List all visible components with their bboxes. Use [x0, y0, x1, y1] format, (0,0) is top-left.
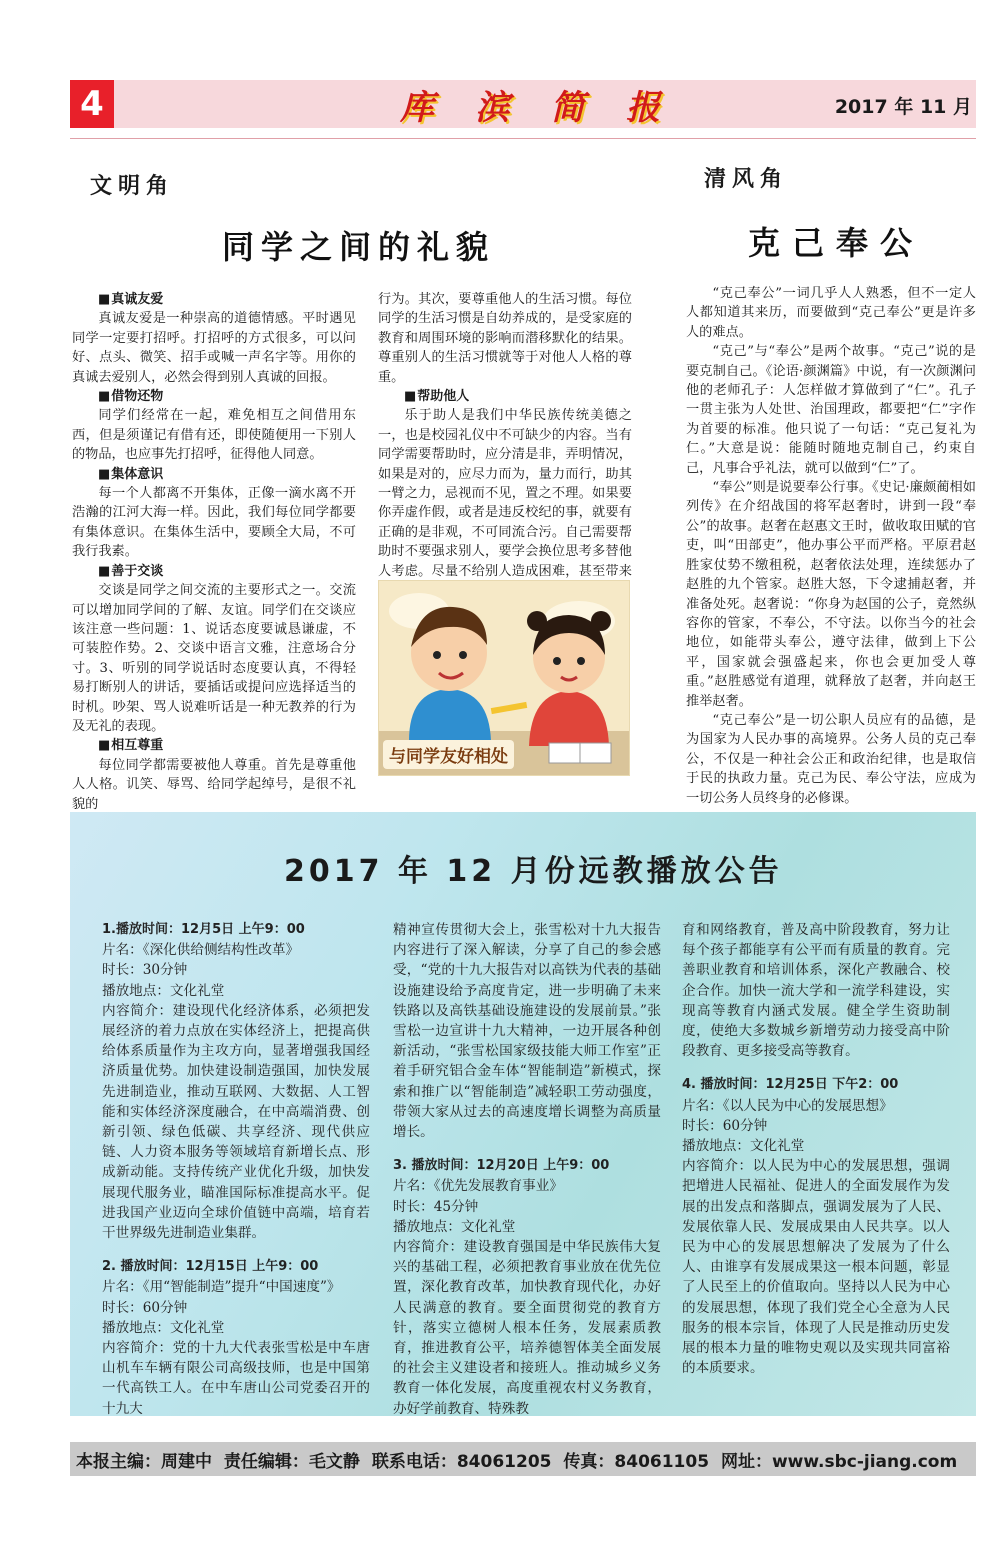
paragraph: “克己奉公”是一切公职人员应有的品德，是为国家为人民办事的高境界。公务人员的克己奉公，不仅是一种社会公正和政治纪律，也是取信于民的执政力量。克己为民、奉公守法，应成为一切公务人员终身的必修课。	[686, 712, 976, 806]
paragraph-continuation: 行为。其次，要尊重他人的生活习惯。每位同学的生活习惯是自幼养成的，是受家庭的教育和周围环境的影响而潜移默化的结果。尊重别人的生活习惯就等于对他人人格的尊重。	[378, 292, 632, 385]
notice-line: 时长：60分钟	[102, 1299, 188, 1316]
notice-line: 内容简介：建设现代化经济体系，必须把发展经济的着力点放在实体经济上，把提高供给体系质量作为主攻方向，显著增强我国经济质量优势。加快建设制造强国，加快发展先进制造业，推动互联网、大数据、人工智能和实体经济深度融合，在中高端消费、创新引领、绿色低碳、共享经济、现代供应链、人力资本服务等领域培育新增长点、形成新动能。支持传统产业优化升级，加快发展现代服务业，瞄准国际标准提高水平。促进我国产业迈向全球价值链中高端，培育若干世界级先进制造业集群。	[102, 1002, 370, 1242]
section-tag-label: 清风角	[704, 167, 789, 192]
notice-line: 时长：60分钟	[682, 1117, 768, 1134]
notice-line: 播放地点：文化礼堂	[102, 1319, 225, 1336]
notice-line: 内容简介：以人民为中心的发展思想，强调把增进人民福祉、促进人的全面发展作为发展的出发点和落脚点，强调发展为了人民、发展依靠人民、发展成果由人民共享。以人民为中心的发展思想解决了发展为了什么人、由谁享有发展成果这一根本问题，彰显了人民至上的价值取向。坚持以人民为中心的发展思想，体现了我们党全心全意为人民服务的根本宗旨，体现了人民是推动历史发展的根本力量的唯物史观以及实现共同富裕的本质要求。	[682, 1158, 950, 1377]
issue-date: 2017 年 11 月	[834, 96, 972, 118]
article-column-left-2	[378, 290, 632, 601]
masthead-char: 简	[550, 87, 585, 128]
notice-line: 片名：《优先发展教育事业》	[393, 1178, 563, 1195]
broadcast-time-heading: 1.播放时间：12月5日 上午9：00	[102, 922, 305, 937]
notice-line: 播放地点：文化礼堂	[102, 982, 225, 999]
paragraph: 每一个人都离不开集体，正像一滴水离不开浩瀚的江河大海一样。因此，我们每位同学都要有集体意识。在集体生活中，要顾全大局，不可我行我素。	[72, 486, 356, 560]
paragraph: 同学们经常在一起，难免相互之间借用东西，但是须谨记有借有还，即使随便用一下别人的物品，也应事先打招呼，征得他人同意。	[72, 408, 356, 463]
article-title-keji: 克己奉公	[748, 224, 925, 262]
article-title-manners: 同学之间的礼貌	[222, 228, 496, 266]
notice-line: 育和网络教育，普及高中阶段教育，努力让每个孩子都能享有公平而有质量的教育。完善职业教育和培训体系，深化产教融合、校企合作。加快一流大学和一流学科建设，实现高等教育内涵式发展。健全学生资助制度，使绝大多数城乡新增劳动力接受高中阶段教育、更多接受高等教育。	[682, 922, 950, 1060]
paragraph: 每位同学都需要被他人尊重。首先是尊重他人人格。讥笑、辱骂、给同学起绰号，是很不礼貌的	[72, 757, 356, 812]
subheading: ■ 帮助他人	[378, 387, 632, 406]
header-divider	[70, 138, 976, 139]
footer-fax: 传真：84061105	[563, 1452, 710, 1472]
notice-line: 播放地点：文化礼堂	[682, 1138, 805, 1155]
notice-line: 播放地点：文化礼堂	[393, 1218, 516, 1235]
notice-title: 2017 年 12 月份远教播放公告	[284, 854, 783, 889]
notice-column-2	[393, 920, 661, 1419]
broadcast-time-heading: 3. 播放时间：12月20日 上午9：00	[393, 1158, 610, 1174]
notice-line: 时长：45分钟	[393, 1198, 479, 1215]
subheading: ■ 借物还物	[72, 387, 356, 406]
section-tag-label: 文明角	[90, 174, 175, 199]
notice-line: 片名：《深化供给侧结构性改革》	[102, 942, 300, 959]
masthead-char: 滨	[475, 87, 510, 128]
paragraph: 交谈是同学之间交流的主要形式之一。交流可以增加同学间的了解、友谊。同学们在交谈应该注意一些问题：1、说话态度要诚恳谦虚，不可装腔作势。2、交谈中语言文雅，注意场合分寸。3、听别的同学说话时态度要认真，不得轻易打断别人的讲话，要插话或提问应选择适当的时机。吵架、骂人说难听话是一种无教养的行为及无礼的表现。	[72, 583, 356, 734]
subheading: ■ 相互尊重	[72, 736, 356, 755]
notice-line: 精神宣传贯彻大会上，张雪松对十九大报告内容进行了深入解读，分享了自己的参会感受，“党的十九大报告对以高铁为代表的基础设施建设给予高度肯定，进一步明确了未来铁路以及高铁基础设施建设的发展前景。”张雪松一边宣讲十九大精神，一边开展各种创新活动，“张雪松国家级技能大师工作室”正着手研究铝合金车体“智能制造”新模式，探索和推广以“智能制造”减轻职工劳动强度，带领大家从过去的高速度增长调整为高质量增长。	[393, 922, 661, 1141]
footer-responsible-editor: 责任编辑：毛文静	[223, 1452, 360, 1472]
notice-line: 时长：30分钟	[102, 962, 188, 979]
subheading: ■ 集体意识	[72, 465, 356, 484]
notice-line: 片名：《用“智能制造”提升“中国速度”》	[102, 1279, 341, 1296]
paragraph: “奉公”则是说要奉公行事。《史记·廉颇蔺相如列传》在介绍战国的将军赵奢时，讲到一段“奉公”的故事。赵奢在赵惠文王时，做收取田赋的官吏，叫“田部吏”，他办事公平而严格。平原君赵胜家仗势不缴租税，赵奢依法处理，连续惩办了赵胜的九个管家。赵胜大怒，下令逮捕赵奢，并准备处死。赵奢说：“你身为赵国的公子，竟然纵容你的管家，不奉公，不守法。以你当今的社会地位，如能带头奉公，遵守法律，做到上下公平，国家就会强盛起来，你也会更加受人尊重。”赵胜感觉有道理，就释放了赵奢，并向赵王推举赵奢。	[686, 480, 976, 709]
paragraph: “克己奉公”一词几乎人人熟悉，但不一定人人都知道其来历，而要做到“克己奉公”更是许多人的难点。	[686, 286, 976, 340]
subheading: ■ 善于交谈	[72, 562, 356, 581]
masthead-char: 库	[400, 87, 434, 128]
paragraph: 乐于助人是我们中华民族传统美德之一，也是校园礼仪中不可缺少的内容。当有同学需要帮助时，应分清是非，弄明情况，如果是对的，应尽力而为，量力而行，助其一臂之力，忌视而不见，置之不理。如果要你弄虚作假，或者是违反校纪的事，就要有正确的是非观，不可同流合污。自己需要帮助时不要强求别人，要学会换位思考多替他人考虑。尽量不给别人造成困难，甚至带来	[378, 408, 632, 579]
broadcast-time-heading: 2. 播放时间：12月15日 上午9：00	[102, 1259, 319, 1275]
footer-editor: 本报主编：周建中	[76, 1452, 212, 1472]
notice-line: 内容简介：建设教育强国是中华民族伟大复兴的基础工程，必须把教育事业放在优先位置，深化教育改革，加快教育现代化，办好人民满意的教育。要全面贯彻党的教育方针，落实立德树人根本任务，发展素质教育，推进教育公平，培养德智体美全面发展的社会主义建设者和接班人。推动城乡义务教育一体化发展，高度重视农村义务教育，办好学前教育、特殊教	[393, 1239, 661, 1417]
illustration-kids	[378, 580, 630, 776]
paragraph: “克己”与“奉公”是两个故事。“克己”说的是要克制自己。《论语·颜渊篇》中说，有一次颜渊问他的老师孔子：人怎样做才算做到了“仁”。孔子一贯主张为人处世、治国理政，都要把“仁”字作为首要的标准。他只说了一句话：“克己复礼为仁。”大意是说：能随时随地克制自己，约束自己，凡事合乎礼法，就可以做到“仁”了。	[686, 344, 976, 476]
broadcast-time-heading: 4. 播放时间：12月25日 下午2：00	[682, 1077, 899, 1093]
section-tag-qingfeng	[686, 160, 788, 200]
illustration-caption: 与同学友好相处	[383, 740, 514, 769]
notice-column-3	[682, 920, 950, 1378]
page-number: 4	[70, 80, 114, 128]
masthead	[400, 84, 660, 128]
notice-line: 内容简介：党的十九大代表张雪松是中车唐山机车车辆有限公司高级技师，也是中国第一代高铁工人。在中车唐山公司党委召开的十九大	[102, 1340, 370, 1417]
subheading: ■ 真诚友爱	[72, 290, 356, 309]
footer-info	[76, 1447, 963, 1472]
article-column-left-1	[72, 290, 356, 814]
footer-phone: 联系电话：84061205	[371, 1452, 552, 1472]
notice-line: 片名：《以人民为中心的发展思想》	[682, 1097, 893, 1114]
footer-website[interactable]: 网址：www.sbc-jiang.com	[720, 1452, 958, 1472]
section-tag-wenming	[72, 167, 174, 207]
paragraph: 真诚友爱是一种崇高的道德情感。平时遇见同学一定要打招呼。打招呼的方式很多，可以问好、点头、微笑、招手或喊一声名字等。用你的真诚去爱别人，必然会得到别人真诚的回报。	[72, 311, 356, 385]
masthead-char: 报	[625, 87, 660, 128]
notice-column-1	[102, 920, 370, 1419]
article-column-right	[686, 284, 976, 808]
